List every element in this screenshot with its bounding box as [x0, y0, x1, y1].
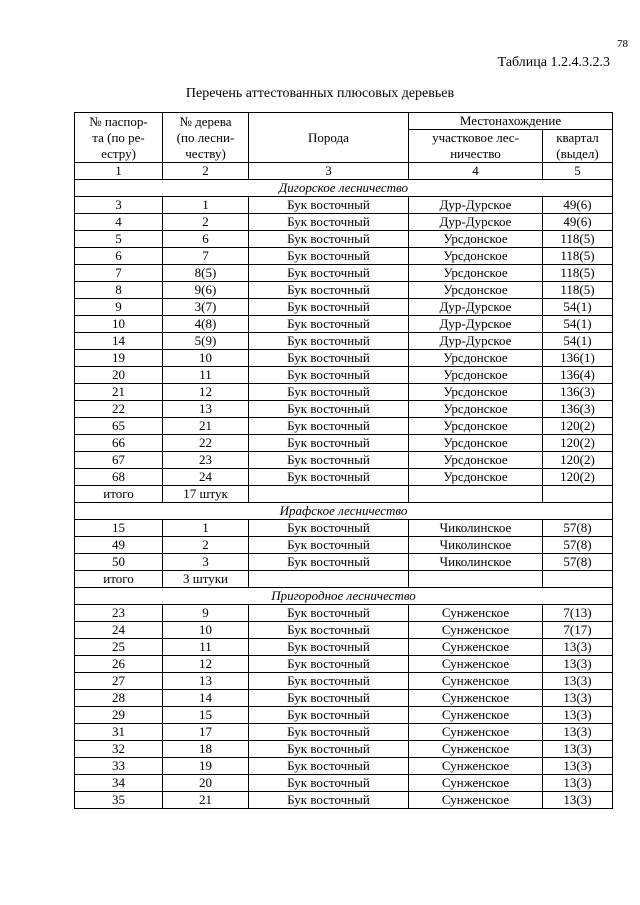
species-cell: Бук восточный	[249, 418, 409, 435]
section-title: Ирафское лесничество	[75, 503, 613, 520]
passport-number-cell: 5	[75, 231, 163, 248]
passport-number-cell: 33	[75, 758, 163, 775]
table-row	[75, 605, 613, 622]
quarter-cell: 120(2)	[543, 452, 613, 469]
table-row	[75, 741, 613, 758]
quarter-cell: 120(2)	[543, 469, 613, 486]
passport-number-cell: 34	[75, 775, 163, 792]
quarter-cell: 118(5)	[543, 248, 613, 265]
tree-number-cell: 13	[163, 673, 249, 690]
district-cell: Урсдонское	[409, 401, 543, 418]
passport-number-cell: 49	[75, 537, 163, 554]
header-tree-number: № дерева (по лесни- честву)	[163, 113, 249, 163]
table-row	[75, 435, 613, 452]
district-cell: Дур-Дурское	[409, 333, 543, 350]
district-cell: Урсдонское	[409, 367, 543, 384]
table-header	[75, 113, 613, 180]
district-cell: Сунженское	[409, 707, 543, 724]
species-cell: Бук восточный	[249, 673, 409, 690]
district-cell: Сунженское	[409, 673, 543, 690]
table-row	[75, 299, 613, 316]
district-cell: Сунженское	[409, 724, 543, 741]
district-cell: Дур-Дурское	[409, 299, 543, 316]
passport-number-cell: 7	[75, 265, 163, 282]
quarter-cell: 54(1)	[543, 333, 613, 350]
tree-number-cell: 17	[163, 724, 249, 741]
species-cell: Бук восточный	[249, 690, 409, 707]
table-row	[75, 537, 613, 554]
tree-number-cell: 1	[163, 197, 249, 214]
passport-number-cell: 67	[75, 452, 163, 469]
passport-number-cell: 65	[75, 418, 163, 435]
species-cell: Бук восточный	[249, 197, 409, 214]
passport-number-cell: 14	[75, 333, 163, 350]
tree-number-cell: 15	[163, 707, 249, 724]
quarter-cell: 13(3)	[543, 639, 613, 656]
district-cell: Сунженское	[409, 690, 543, 707]
district-cell: Сунженское	[409, 605, 543, 622]
column-number: 1	[75, 163, 163, 180]
district-cell: Урсдонское	[409, 384, 543, 401]
district-cell: Сунженское	[409, 656, 543, 673]
table-row	[75, 520, 613, 537]
district-cell: Урсдонское	[409, 282, 543, 299]
species-cell: Бук восточный	[249, 452, 409, 469]
quarter-cell: 49(6)	[543, 197, 613, 214]
district-cell: Урсдонское	[409, 265, 543, 282]
tree-number-cell: 11	[163, 639, 249, 656]
table-row	[75, 554, 613, 571]
species-cell: Бук восточный	[249, 537, 409, 554]
empty-cell	[409, 571, 543, 588]
species-cell: Бук восточный	[249, 554, 409, 571]
quarter-cell: 54(1)	[543, 299, 613, 316]
table-row	[75, 248, 613, 265]
passport-number-cell: 22	[75, 401, 163, 418]
header-quarter: квартал (выдел)	[543, 130, 613, 163]
district-cell: Урсдонское	[409, 435, 543, 452]
tree-number-cell: 21	[163, 792, 249, 809]
tree-number-cell: 18	[163, 741, 249, 758]
tree-number-cell: 2	[163, 214, 249, 231]
district-cell: Сунженское	[409, 775, 543, 792]
species-cell: Бук восточный	[249, 401, 409, 418]
passport-number-cell: 25	[75, 639, 163, 656]
species-cell: Бук восточный	[249, 384, 409, 401]
passport-number-cell: 3	[75, 197, 163, 214]
species-cell: Бук восточный	[249, 265, 409, 282]
quarter-cell: 7(17)	[543, 622, 613, 639]
tree-number-cell: 7	[163, 248, 249, 265]
table-row	[75, 656, 613, 673]
quarter-cell: 13(3)	[543, 707, 613, 724]
page-number: 78	[617, 38, 628, 50]
quarter-cell: 13(3)	[543, 656, 613, 673]
passport-number-cell: 27	[75, 673, 163, 690]
district-cell: Чиколинское	[409, 537, 543, 554]
passport-number-cell: 50	[75, 554, 163, 571]
table-row	[75, 758, 613, 775]
header-species: Порода	[249, 113, 409, 163]
species-cell: Бук восточный	[249, 622, 409, 639]
total-label: итого	[75, 486, 163, 503]
total-label: итого	[75, 571, 163, 588]
tree-number-cell: 20	[163, 775, 249, 792]
quarter-cell: 54(1)	[543, 316, 613, 333]
table-row	[75, 350, 613, 367]
column-number: 3	[249, 163, 409, 180]
tree-number-cell: 6	[163, 231, 249, 248]
plus-trees-table	[74, 112, 613, 809]
quarter-cell: 7(13)	[543, 605, 613, 622]
district-cell: Сунженское	[409, 792, 543, 809]
passport-number-cell: 23	[75, 605, 163, 622]
passport-number-cell: 66	[75, 435, 163, 452]
passport-number-cell: 15	[75, 520, 163, 537]
district-cell: Дур-Дурское	[409, 214, 543, 231]
tree-number-cell: 14	[163, 690, 249, 707]
district-cell: Урсдонское	[409, 248, 543, 265]
passport-number-cell: 24	[75, 622, 163, 639]
passport-number-cell: 20	[75, 367, 163, 384]
tree-number-cell: 19	[163, 758, 249, 775]
quarter-cell: 13(3)	[543, 724, 613, 741]
species-cell: Бук восточный	[249, 758, 409, 775]
total-count: 17 штук	[163, 486, 249, 503]
tree-number-cell: 10	[163, 350, 249, 367]
section-row	[75, 588, 613, 605]
table-row	[75, 197, 613, 214]
table-row	[75, 673, 613, 690]
table-row	[75, 690, 613, 707]
column-numbers-row	[75, 163, 613, 180]
tree-number-cell: 4(8)	[163, 316, 249, 333]
species-cell: Бук восточный	[249, 214, 409, 231]
species-cell: Бук восточный	[249, 656, 409, 673]
column-number: 2	[163, 163, 249, 180]
section-row	[75, 180, 613, 197]
species-cell: Бук восточный	[249, 248, 409, 265]
district-cell: Урсдонское	[409, 231, 543, 248]
table-row	[75, 333, 613, 350]
district-cell: Чиколинское	[409, 520, 543, 537]
tree-number-cell: 11	[163, 367, 249, 384]
empty-cell	[409, 486, 543, 503]
empty-cell	[249, 486, 409, 503]
passport-number-cell: 21	[75, 384, 163, 401]
quarter-cell: 13(3)	[543, 775, 613, 792]
district-cell: Сунженское	[409, 741, 543, 758]
table-row	[75, 792, 613, 809]
tree-number-cell: 8(5)	[163, 265, 249, 282]
species-cell: Бук восточный	[249, 707, 409, 724]
passport-number-cell: 32	[75, 741, 163, 758]
table-row	[75, 452, 613, 469]
passport-number-cell: 19	[75, 350, 163, 367]
district-cell: Урсдонское	[409, 452, 543, 469]
species-cell: Бук восточный	[249, 350, 409, 367]
passport-number-cell: 6	[75, 248, 163, 265]
tree-number-cell: 23	[163, 452, 249, 469]
tree-number-cell: 3(7)	[163, 299, 249, 316]
tree-number-cell: 22	[163, 435, 249, 452]
quarter-cell: 57(8)	[543, 520, 613, 537]
table-row	[75, 231, 613, 248]
tree-number-cell: 10	[163, 622, 249, 639]
tree-number-cell: 9	[163, 605, 249, 622]
passport-number-cell: 31	[75, 724, 163, 741]
header-passport: № паспор- та (по ре- естру)	[75, 113, 163, 163]
section-title: Дигорское лесничество	[75, 180, 613, 197]
table-row	[75, 316, 613, 333]
quarter-cell: 118(5)	[543, 231, 613, 248]
table-caption: Перечень аттестованных плюсовых деревьев	[185, 86, 455, 101]
species-cell: Бук восточный	[249, 435, 409, 452]
total-row	[75, 486, 613, 503]
table-row	[75, 707, 613, 724]
quarter-cell: 136(1)	[543, 350, 613, 367]
quarter-cell: 120(2)	[543, 435, 613, 452]
column-number: 5	[543, 163, 613, 180]
table-row	[75, 639, 613, 656]
district-cell: Дур-Дурское	[409, 197, 543, 214]
district-cell: Сунженское	[409, 758, 543, 775]
species-cell: Бук восточный	[249, 792, 409, 809]
table-row	[75, 214, 613, 231]
table-row	[75, 775, 613, 792]
column-number: 4	[409, 163, 543, 180]
total-row	[75, 571, 613, 588]
tree-number-cell: 5(9)	[163, 333, 249, 350]
table-row	[75, 469, 613, 486]
species-cell: Бук восточный	[249, 231, 409, 248]
passport-number-cell: 9	[75, 299, 163, 316]
tree-number-cell: 3	[163, 554, 249, 571]
tree-number-cell: 21	[163, 418, 249, 435]
quarter-cell: 13(3)	[543, 673, 613, 690]
species-cell: Бук восточный	[249, 724, 409, 741]
tree-number-cell: 12	[163, 384, 249, 401]
district-cell: Сунженское	[409, 639, 543, 656]
species-cell: Бук восточный	[249, 299, 409, 316]
species-cell: Бук восточный	[249, 282, 409, 299]
tree-number-cell: 9(6)	[163, 282, 249, 299]
tree-number-cell: 12	[163, 656, 249, 673]
passport-number-cell: 10	[75, 316, 163, 333]
empty-cell	[249, 571, 409, 588]
total-count: 3 штуки	[163, 571, 249, 588]
table-row	[75, 622, 613, 639]
district-cell: Урсдонское	[409, 469, 543, 486]
quarter-cell: 136(3)	[543, 401, 613, 418]
district-cell: Дур-Дурское	[409, 316, 543, 333]
passport-number-cell: 4	[75, 214, 163, 231]
quarter-cell: 13(3)	[543, 758, 613, 775]
table-row	[75, 265, 613, 282]
quarter-cell: 13(3)	[543, 741, 613, 758]
species-cell: Бук восточный	[249, 367, 409, 384]
species-cell: Бук восточный	[249, 520, 409, 537]
section-title: Пригородное лесничество	[75, 588, 613, 605]
section-row	[75, 503, 613, 520]
tree-number-cell: 13	[163, 401, 249, 418]
header-location: Местонахождение	[409, 113, 613, 130]
empty-cell	[543, 486, 613, 503]
passport-number-cell: 29	[75, 707, 163, 724]
tree-number-cell: 2	[163, 537, 249, 554]
quarter-cell: 57(8)	[543, 537, 613, 554]
quarter-cell: 13(3)	[543, 690, 613, 707]
species-cell: Бук восточный	[249, 605, 409, 622]
passport-number-cell: 8	[75, 282, 163, 299]
quarter-cell: 57(8)	[543, 554, 613, 571]
quarter-cell: 118(5)	[543, 265, 613, 282]
district-cell: Сунженское	[409, 622, 543, 639]
table-row	[75, 282, 613, 299]
passport-number-cell: 68	[75, 469, 163, 486]
species-cell: Бук восточный	[249, 333, 409, 350]
species-cell: Бук восточный	[249, 316, 409, 333]
table-reference: Таблица 1.2.4.3.2.3	[497, 55, 610, 70]
table-row	[75, 367, 613, 384]
quarter-cell: 13(3)	[543, 792, 613, 809]
species-cell: Бук восточный	[249, 775, 409, 792]
quarter-cell: 136(4)	[543, 367, 613, 384]
table-row	[75, 401, 613, 418]
table-row	[75, 384, 613, 401]
quarter-cell: 118(5)	[543, 282, 613, 299]
empty-cell	[543, 571, 613, 588]
passport-number-cell: 35	[75, 792, 163, 809]
table-row	[75, 418, 613, 435]
tree-number-cell: 24	[163, 469, 249, 486]
species-cell: Бук восточный	[249, 469, 409, 486]
district-cell: Урсдонское	[409, 418, 543, 435]
passport-number-cell: 26	[75, 656, 163, 673]
district-cell: Чиколинское	[409, 554, 543, 571]
passport-number-cell: 28	[75, 690, 163, 707]
table-body	[75, 180, 613, 809]
species-cell: Бук восточный	[249, 741, 409, 758]
district-cell: Урсдонское	[409, 350, 543, 367]
species-cell: Бук восточный	[249, 639, 409, 656]
tree-number-cell: 1	[163, 520, 249, 537]
quarter-cell: 49(6)	[543, 214, 613, 231]
quarter-cell: 120(2)	[543, 418, 613, 435]
quarter-cell: 136(3)	[543, 384, 613, 401]
table-row	[75, 724, 613, 741]
header-district: участковое лес- ничество	[409, 130, 543, 163]
